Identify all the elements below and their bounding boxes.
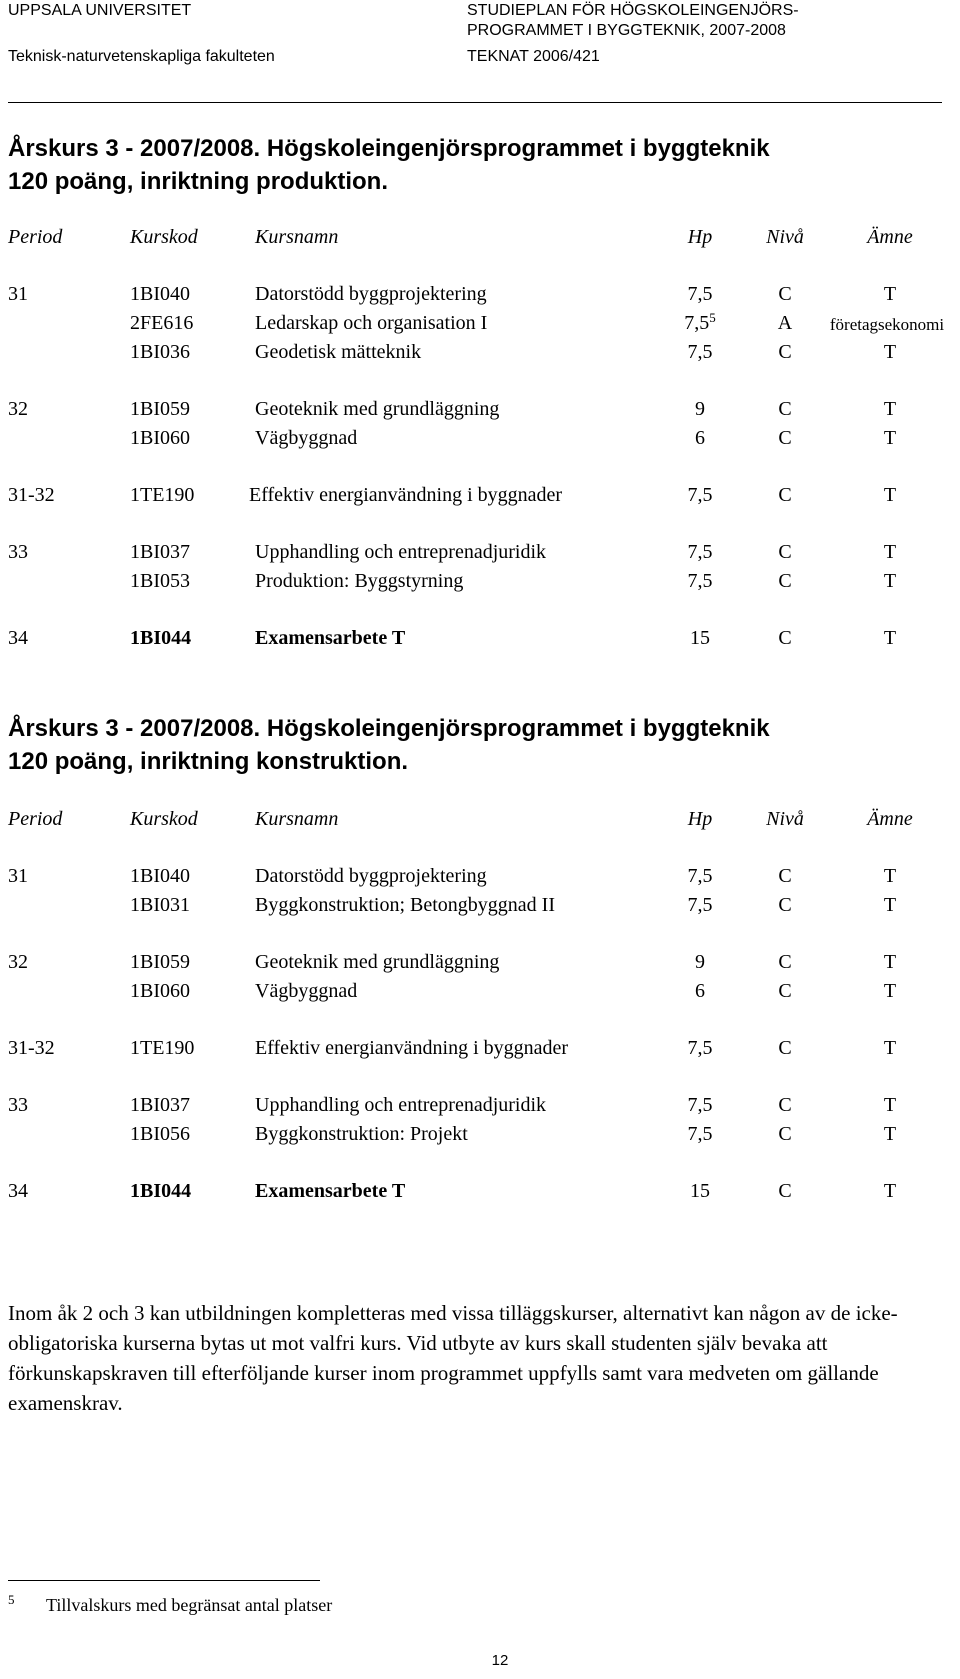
row-subject: T [883,1180,897,1202]
column-header-code: Kurskod [130,226,198,248]
row-code: 1BI037 [130,1094,190,1116]
row-level: C [778,980,792,1002]
row-level: C [778,1123,792,1145]
row-subject: T [883,1094,897,1116]
row-level: C [778,484,792,506]
faculty-name: Teknisk-naturvetenskapliga fakulteten [8,48,275,65]
column-header-subject: Ämne [867,808,913,830]
row-code: 1BI040 [130,283,190,305]
row-level: C [778,398,792,420]
row-code: 1BI044 [130,1180,192,1202]
row-hp: 7,5 [687,570,713,592]
row-code: 1BI059 [130,951,190,973]
row-period: 31-32 [8,484,55,506]
row-code: 1BI031 [130,894,190,916]
row-name: Datorstödd byggprojektering [255,283,487,305]
column-header-name: Kursnamn [255,226,339,248]
row-name: Vägbyggnad [255,427,358,449]
row-code: 2FE616 [130,312,194,334]
row-hp: 9 [695,398,705,420]
row-level: C [778,894,792,916]
row-name: Byggkonstruktion; Betongbyggnad II [255,894,555,916]
row-subject: T [883,341,897,363]
row-level: C [778,1094,792,1116]
university-name: UPPSALA UNIVERSITET [8,2,192,19]
row-name: Examensarbete T [255,627,406,649]
row-code: 1TE190 [130,484,195,506]
row-hp: 7,5 [687,1037,713,1059]
footnote-number: 5 [8,1592,15,1607]
row-level: C [778,541,792,563]
row-hp: 7,5 [687,1094,713,1116]
row-hp: 7,5 [684,312,710,334]
footnote-text: Tillvalskurs med begränsat antal platser [46,1595,333,1615]
row-period: 31-32 [8,1037,55,1059]
row-period: 34 [8,627,28,649]
row-hp: 7,5 [687,894,713,916]
column-header-level: Nivå [766,226,804,248]
row-name: Upphandling och entreprenadjuridik [255,1094,547,1116]
row-hp: 6 [695,427,705,449]
row-subject: T [883,283,897,305]
section-title-produktion-line2: 120 poäng, inriktning produktion. [8,168,389,195]
column-header-subject: Ämne [867,226,913,248]
row-code: 1BI036 [130,341,190,363]
row-name: Geodetisk mätteknik [255,341,422,363]
header-divider [8,102,942,103]
row-name: Geoteknik med grundläggning [255,398,500,420]
row-period: 32 [8,951,28,973]
column-header-level: Nivå [766,808,804,830]
row-subject: T [883,1123,897,1145]
row-period: 33 [8,1094,28,1116]
row-name: Effektiv energianvändning i byggnader [249,484,563,506]
row-hp: 7,5 [687,341,713,363]
row-name: Byggkonstruktion: Projekt [255,1123,468,1145]
row-subject: T [883,627,897,649]
row-hp: 6 [695,980,705,1002]
footnote-divider [8,1580,320,1581]
row-subject: T [883,951,897,973]
column-header-hp: Hp [687,226,713,248]
row-code: 1BI059 [130,398,190,420]
row-level: C [778,341,792,363]
row-hp: 15 [690,1180,710,1202]
row-period: 32 [8,398,28,420]
row-level: C [778,427,792,449]
row-name: Examensarbete T [255,1180,406,1202]
row-subject: T [883,894,897,916]
row-name: Effektiv energianvändning i byggnader [255,1037,569,1059]
row-level: C [778,627,792,649]
row-name: Geoteknik med grundläggning [255,951,500,973]
row-subject: T [883,570,897,592]
document-title-line1: STUDIEPLAN FÖR HÖGSKOLEINGENJÖRS- [467,2,799,19]
row-hp: 15 [690,627,710,649]
column-header-code: Kurskod [130,808,198,830]
row-code: 1BI060 [130,427,190,449]
supplementary-courses-paragraph: Inom åk 2 och 3 kan utbildningen kompletteras med vissa tilläggskurser, alternativt kan någon av de icke-obligatoriska kurserna bytas ut mot valfri kurs. Vid utbyte av kurs skall studenten själv bevaka att förkunskapskraven till efterföljande kurser inom programmet uppfylls samt vara medveten om gällande examenskrav. [8,1301,898,1415]
row-name: Ledarskap och organisation I [255,312,488,334]
row-period: 31 [8,865,28,887]
row-code: 1BI044 [130,627,192,649]
row-level: C [778,951,792,973]
row-hp: 7,5 [687,283,713,305]
row-name: Produktion: Byggstyrning [255,570,464,592]
row-name: Upphandling och entreprenadjuridik [255,541,547,563]
row-hp: 7,5 [687,541,713,563]
row-subject: företagsekonomi [829,315,945,334]
row-hp: 7,5 [687,1123,713,1145]
row-level: C [778,283,792,305]
row-hp: 9 [695,951,705,973]
column-header-period: Period [8,226,63,248]
row-code: 1BI060 [130,980,190,1002]
row-subject: T [883,398,897,420]
row-level: C [778,1180,792,1202]
row-level: A [777,312,793,334]
row-code: 1TE190 [130,1037,195,1059]
document-reference: TEKNAT 2006/421 [467,48,600,65]
footnote-marker: 5 [709,310,716,325]
column-header-hp: Hp [687,808,713,830]
section-title-produktion-line1: Årskurs 3 - 2007/2008. Högskoleingenjörsprogrammet i byggteknik [8,135,770,162]
row-level: C [778,1037,792,1059]
row-hp: 7,5 [687,865,713,887]
row-subject: T [883,484,897,506]
row-subject: T [883,427,897,449]
row-period: 31 [8,283,28,305]
row-code: 1BI037 [130,541,190,563]
row-hp: 7,5 [687,484,713,506]
section-title-konstruktion-line2: 120 poäng, inriktning konstruktion. [8,748,409,775]
row-name: Vägbyggnad [255,980,358,1002]
column-header-period: Period [8,808,63,830]
row-subject: T [883,980,897,1002]
column-header-name: Kursnamn [255,808,339,830]
row-code: 1BI053 [130,570,190,592]
page-number: 12 [491,1652,509,1669]
row-subject: T [883,865,897,887]
row-code: 1BI056 [130,1123,190,1145]
section-title-konstruktion-line1: Årskurs 3 - 2007/2008. Högskoleingenjörsprogrammet i byggteknik [8,715,770,742]
row-subject: T [883,541,897,563]
row-subject: T [883,1037,897,1059]
row-hp-cell [660,312,740,335]
row-period: 34 [8,1180,28,1202]
row-level: C [778,570,792,592]
row-name: Datorstödd byggprojektering [255,865,487,887]
document-title-line2: PROGRAMMET I BYGGTEKNIK, 2007-2008 [467,22,786,39]
row-period: 33 [8,541,28,563]
row-code: 1BI040 [130,865,190,887]
row-level: C [778,865,792,887]
